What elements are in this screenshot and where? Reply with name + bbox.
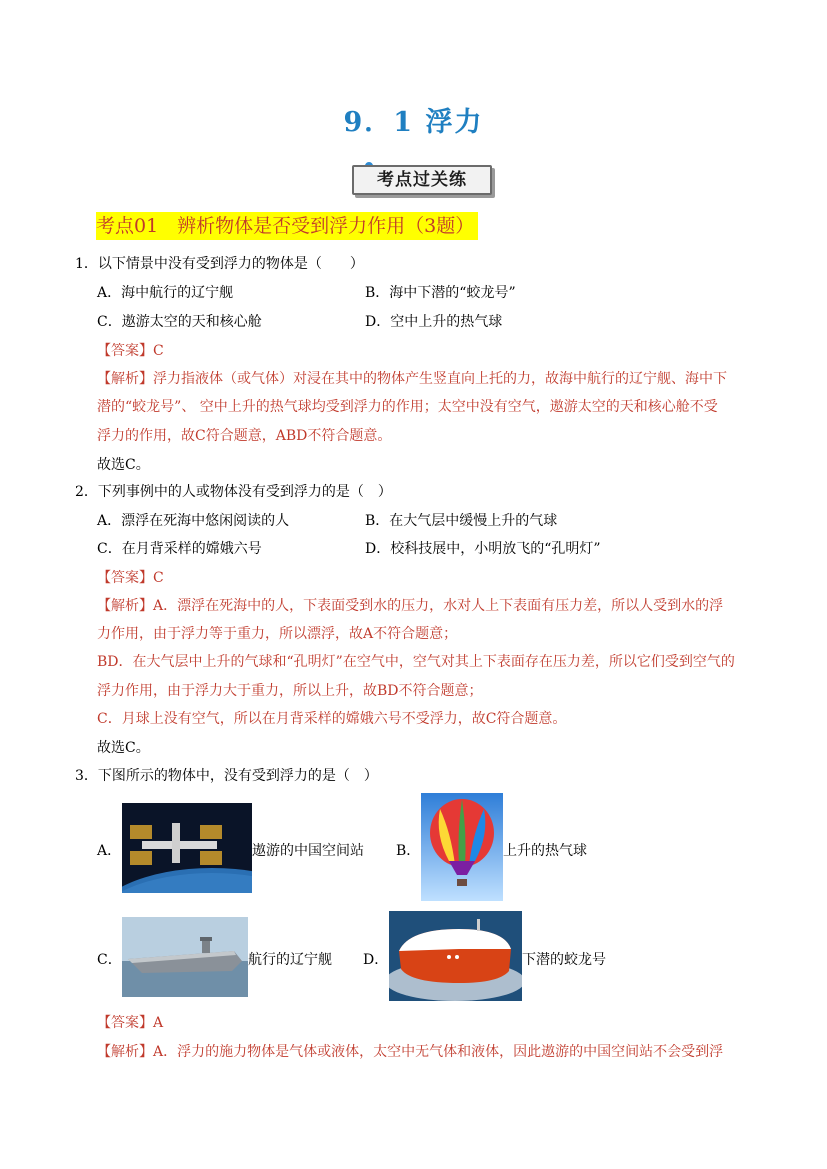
q1-explanation-line1: 【解析】浮力指液体（或气体）对浸在其中的物体产生竖直向上托的力，故海中航行的辽宁舰、海中下 [97, 371, 727, 387]
q1-conclusion: 故选C。 [97, 457, 150, 473]
q2-option-a: A．漂浮在死海中悠闲阅读的人 [97, 513, 290, 529]
jiaolong-submersible-image [389, 911, 522, 1001]
section-badge [352, 161, 492, 195]
q2-option-b: B．在大气层中缓慢上升的气球 [365, 513, 558, 529]
q3-stem: 3．下图所示的物体中，没有受到浮力的是（ ） [75, 768, 378, 784]
hot-air-balloon-image [421, 793, 503, 901]
q3-answer: 【答案】A [97, 1015, 164, 1031]
q2-explanation-line4: 浮力作用，由于浮力大于重力，所以上升，故BD不符合题意； [97, 683, 483, 699]
q3-option-d-label: 下潜的蛟龙号 [522, 952, 606, 968]
q1-explanation-line3: 浮力的作用，故C符合题意，ABD不符合题意。 [97, 428, 392, 444]
q2-stem: 2．下列事例中的人或物体没有受到浮力的是（ ） [75, 484, 392, 500]
space-station-image [122, 803, 252, 893]
section-heading: 考点01 辨析物体是否受到浮力作用（3题） [96, 212, 478, 240]
q3-option-a-letter: A． [97, 843, 122, 859]
q2-explanation-line2: 力作用，由于浮力等于重力，所以漂浮，故A不符合题意； [97, 626, 458, 642]
aircraft-carrier-image [122, 917, 248, 997]
q1-stem: 1．以下情景中没有受到浮力的物体是（ ） [75, 256, 364, 272]
q1-explanation-line2: 潜的“蛟龙号”、 空中上升的热气球均受到浮力的作用；太空中没有空气，遨游太空的天和核心舱不受 [97, 399, 718, 415]
q1-option-d: D．空中上升的热气球 [365, 314, 503, 330]
q2-conclusion: 故选C。 [97, 740, 150, 756]
q3-option-b-letter: B． [396, 843, 421, 859]
q3-option-c-letter: C． [97, 952, 122, 968]
q1-option-a: A．海中航行的辽宁舰 [97, 285, 234, 301]
q2-explanation-line5: C．月球上没有空气，所以在月背采样的嫦娥六号不受浮力，故C符合题意。 [97, 711, 567, 727]
q3-option-b-label: 上升的热气球 [503, 843, 587, 859]
q3-option-c-label: 航行的辽宁舰 [248, 952, 332, 968]
q2-option-c: C．在月背采样的嫦娥六号 [97, 541, 262, 557]
q3-option-d-letter: D． [363, 952, 389, 968]
badge-label: 考点过关练 [352, 165, 492, 195]
q2-explanation-line3: BD．在大气层中上升的气球和“孔明灯”在空气中，空气对其上下表面存在压力差，所以它们受到空气的 [97, 654, 735, 670]
q3-option-a-label: 遨游的中国空间站 [252, 843, 364, 859]
q1-option-b: B．海中下潜的“蛟龙号” [365, 285, 516, 301]
q1-answer: 【答案】C [97, 343, 164, 359]
page-title: 9．1 浮力 [343, 107, 484, 138]
q3-explanation-line1: 【解析】A．浮力的施力物体是气体或液体，太空中无气体和液体，因此遨游的中国空间站不会受到浮 [97, 1044, 724, 1060]
q2-option-d: D．校科技展中，小明放飞的“孔明灯” [365, 541, 601, 557]
q2-explanation-line1: 【解析】A．漂浮在死海中的人，下表面受到水的压力，水对人上下表面有压力差，所以人受到水的浮 [97, 598, 724, 614]
q1-option-c: C．遨游太空的天和核心舱 [97, 314, 262, 330]
q2-answer: 【答案】C [97, 570, 164, 586]
